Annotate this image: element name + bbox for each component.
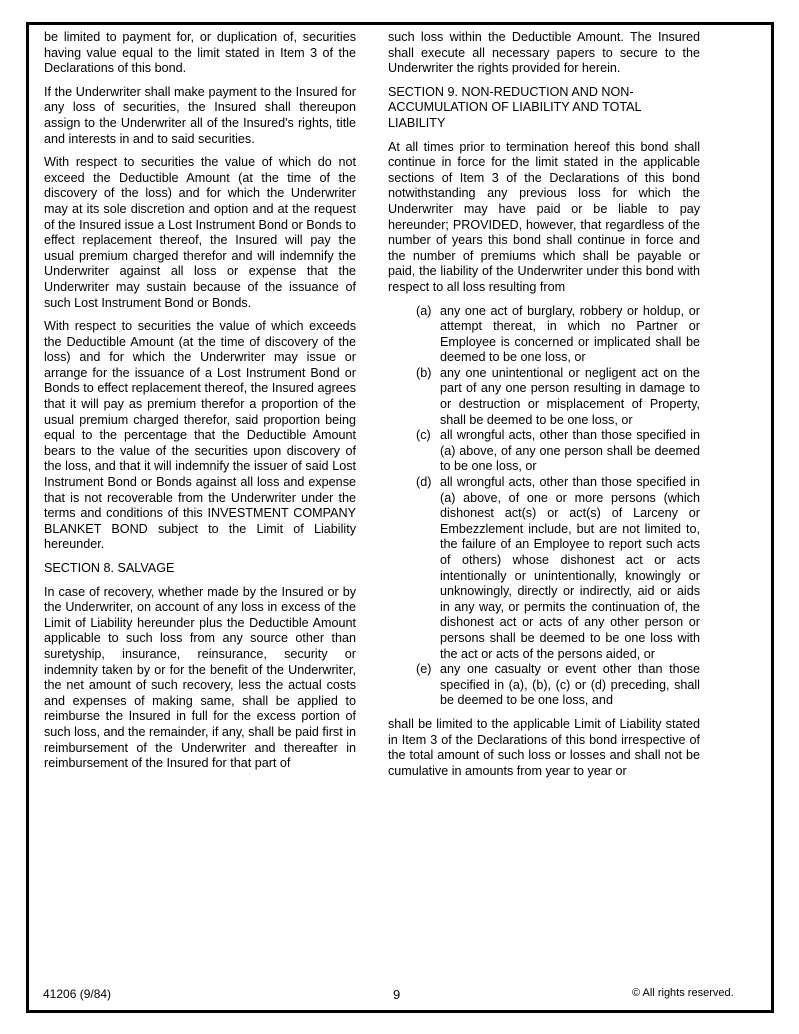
paragraph: At all times prior to termination hereof this bond shall continue in force for the limit stated in the applicable sections of Item 3 of the Declarations of this bond notwithstanding any previous loss for which the Underwriter may have paid or be liable to pay hereunder; PROVIDED, however, that regardless of the number of years this bond shall continue in force and the number of premiums which shall be payable or paid, the liability of the Underwriter under this bond with respect to all loss resulting from	[388, 139, 700, 294]
item-text: any one unintentional or negligent act on the part of any one person resulting in damage to or destruction or misplacement of Property, shall be deemed to be one loss, or	[440, 365, 700, 427]
rights-notice: © All rights reserved.	[632, 987, 734, 999]
item-text: any one act of burglary, robbery or holdup, or attempt thereat, in which no Partner or Employee is concerned or implicated shall be deemed to be one loss, or	[440, 303, 700, 365]
item-text: any one casualty or event other than those specified in (a), (b), (c) or (d) preceding, shall be deemed to be one loss, and	[440, 662, 700, 708]
item-label: (b)	[416, 365, 432, 380]
item-label: (c)	[416, 428, 431, 443]
paragraph: be limited to payment for, or duplication of, securities having value equal to the limit stated in Item 3 of the Declarations of this bond.	[44, 30, 356, 76]
item-label: (a)	[416, 303, 432, 318]
list-item	[388, 475, 700, 662]
list-item	[388, 428, 700, 475]
section-9-heading: SECTION 9. NON-REDUCTION AND NON-ACCUMULATION OF LIABILITY AND TOTAL LIABILITY	[388, 84, 642, 130]
form-code: 41206 (9/84)	[43, 987, 112, 1001]
page-number: 9	[393, 987, 401, 1002]
paragraph: With respect to securities the value of which do not exceed the Deductible Amount (at the time of the discovery of the loss) and for which the Underwriter may at its sole discretion and option and at the request of the Insured issue a Lost Instrument Bond or Bonds to effect replacement thereof, the Insured will pay the usual premium charged therefor and will indemnify the Underwriter against all loss or expense that the Underwriter may sustain because of the issuance of such Lost Instrument Bond or Bonds.	[44, 155, 356, 310]
right-column	[388, 30, 700, 787]
paragraph: If the Underwriter shall make payment to the Insured for any loss of securities, the Insured shall thereupon assign to the Underwriter all of the Insured's rights, title and interests in and to said securities.	[44, 84, 356, 146]
list-item	[388, 662, 700, 709]
item-text: all wrongful acts, other than those specified in (a) above, of any one person shall be deemed to be one loss, or	[440, 428, 700, 474]
paragraph: With respect to securities the value of which exceeds the Deductible Amount (at the time of discovery of the loss) and for which the Underwriter may issue or arrange for the issuance of a Lost Instrument Bond or Bonds to effect replacement thereof, the Insured agrees that it will pay as premium therefor a proportion of the usual premium charged therefor, said proportion being equal to the percentage that the Deductible Amount bears to the value of the securities upon discovery of the loss, and that it will indemnify the issuer of said Lost Instrument Bond or Bonds against all loss and expense that is not recoverable from the Underwriter under the terms and conditions of this INVESTMENT COMPANY BLANKET BOND subject to the Limit of Liability hereunder.	[44, 319, 356, 552]
section-8-heading: SECTION 8. SALVAGE	[44, 561, 175, 575]
list-item	[388, 304, 700, 366]
paragraph: In case of recovery, whether made by the Insured or by the Underwriter, on account of any loss in excess of the Limit of Liability hereunder plus the Deductible Amount applicable to such loss from any source other than suretyship, insurance, reinsurance, security or indemnity taken by or for the benefit of the Underwriter, the net amount of such recovery, less the actual costs and expenses of making same, shall be applied to reimburse the Insured in full for the excess portion of such loss, and the remainder, if any, shall be paid first in reimbursement of the Underwriter and thereafter in reimbursement of the Insured for that part of	[44, 584, 356, 771]
paragraph: shall be limited to the applicable Limit of Liability stated in Item 3 of the Declarations of this bond irrespective of the total amount of such loss or losses and shall not be cumulative in amounts from year to year or	[388, 716, 700, 778]
list-item	[388, 366, 700, 428]
item-text: all wrongful acts, other than those specified in (a) above, of one or more persons (which dishonest act(s) or act(s) of Larceny or Embezzlement include, but are not limited to, the failure of an Employee to report such acts of others) whose dishonest act or acts intentionally or unintentionally, knowingly or unknowingly, directly or indirectly, aid or aids in any way, or permits the continuation of, the dishonest act or acts of any other person or persons shall be deemed to be one loss with the act or acts of the persons aided, or	[440, 475, 700, 661]
item-label: (d)	[416, 475, 432, 490]
left-column	[44, 30, 356, 780]
liability-items-list	[388, 304, 700, 709]
item-label: (e)	[416, 662, 432, 677]
paragraph: such loss within the Deductible Amount. The Insured shall execute all necessary papers to secure to the Underwriter the rights provided for herein.	[388, 30, 700, 76]
